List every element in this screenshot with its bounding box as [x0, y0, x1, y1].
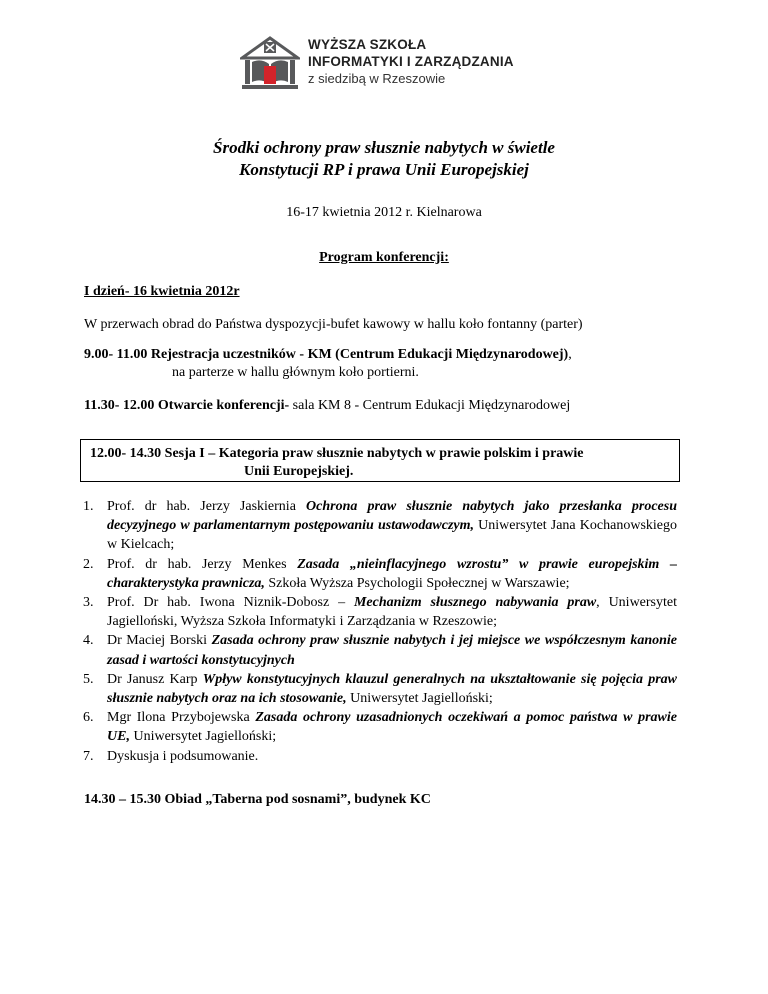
talk-speaker: Dyskusja i podsumowanie. — [107, 748, 259, 764]
talk-number: 2. — [83, 556, 94, 572]
talk-speaker: Dr Janusz Karp — [107, 671, 203, 687]
talk-speaker: Prof. Dr hab. Iwona Niznik-Dobosz – — [107, 595, 354, 611]
talk-item — [83, 555, 677, 593]
talk-title: Zasada ochrony praw słusznie nabytych i jej miejsce we współczesnym kanonie zasad i wartości konstytucyjnych — [107, 633, 678, 668]
lunch-entry: 14.30 – 15.30 Obiad „Taberna pod sosnami”, budynek KC — [84, 792, 431, 807]
talk-number: 1. — [83, 499, 94, 514]
logo-name-line2: INFORMATYKI I ZARZĄDZANIA — [308, 54, 514, 69]
talk-item — [83, 593, 677, 631]
registration-location: na parterze w hallu głównym koło portierni. — [172, 365, 419, 380]
talk-number: 7. — [83, 748, 94, 764]
talk-title: Ochrona praw słusznie nabytych jako przesłanka procesu decyzyjnego w parlamentarnym postępowaniu ustawodawczym, — [107, 499, 677, 534]
talk-affiliation: , Uniwersytet Jagielloński, Wyższa Szkoła Informatyki i Zarządzania w Rzeszowie; — [107, 595, 677, 630]
logo-seat: z siedzibą w Rzeszowie — [308, 71, 446, 86]
talk-affiliation: Uniwersytet Jagielloński; — [129, 729, 277, 745]
talk-item — [83, 708, 677, 746]
talk-title: Mechanizm słusznego nabywania praw — [353, 595, 597, 611]
registration-time-title: 9.00- 11.00 Rejestracja uczestników - KM (Centrum Edukacji Międzynarodowej) — [84, 347, 569, 362]
program-heading: Program konferencji: — [319, 250, 449, 265]
talk-affiliation: Uniwersytet Jagielloński; — [346, 691, 493, 707]
talk-item — [83, 497, 677, 555]
breaks-note: W przerwach obrad do Państwa dyspozycji-bufet kawowy w hallu koło fontanny (parter) — [84, 317, 583, 332]
session1-title-line1: 12.00- 14.30 Sesja I – Kategoria praw słusznie nabytych w prawie polskim i prawie — [90, 446, 584, 461]
registration-comma: , — [568, 347, 572, 362]
talk-affiliation: Uniwersytet Jana Kochanowskiego w Kielcach; — [107, 518, 677, 553]
talk-speaker: Dr Maciej Borski — [107, 633, 212, 649]
talk-item — [83, 670, 677, 708]
conference-title — [0, 137, 768, 181]
logo-name-line1: WYŻSZA SZKOŁA — [308, 37, 427, 52]
talk-title: Zasada „nieinflacyjnego wzrostu” w prawie europejskim – charakterystyka prawnicza, — [107, 556, 677, 591]
talk-number: 5. — [83, 671, 94, 687]
opening-location: sala KM 8 - Centrum Edukacji Międzynarodowej — [289, 398, 571, 413]
title-line2: Konstytucji RP i prawa Unii Europejskiej — [239, 160, 529, 179]
school-emblem-icon — [240, 36, 300, 90]
talk-number: 3. — [83, 595, 94, 611]
talk-item — [83, 631, 678, 669]
conference-date-place: 16-17 kwietnia 2012 r. Kielnarowa — [286, 205, 482, 220]
school-logo — [240, 36, 514, 90]
session1-box — [80, 439, 680, 482]
registration-entry — [84, 346, 704, 382]
opening-time-title: 11.30- 12.00 Otwarcie konferencji- — [84, 398, 290, 413]
talk-speaker: Prof. dr hab. Jerzy Jaskiernia — [107, 499, 307, 514]
day1-heading: I dzień- 16 kwietnia 2012r — [84, 284, 240, 299]
talk-item — [83, 747, 677, 766]
session1-title-line2: Unii Europejskiej. — [244, 464, 354, 479]
talk-title: Wpływ konstytucyjnych klauzul generalnych na ukształtowanie się pojęcia praw słusznie nabytych oraz na ich stosowanie, — [107, 671, 677, 707]
opening-entry — [84, 397, 704, 415]
talk-speaker: Mgr Ilona Przybojewska — [107, 710, 256, 726]
title-line1: Środki ochrony praw słusznie nabytych w świetle — [213, 138, 555, 157]
session1-talk-list — [83, 497, 678, 766]
talk-affiliation: Szkoła Wyższa Psychologii Społecznej w Warszawie; — [264, 575, 570, 591]
talk-number: 4. — [83, 633, 94, 649]
talk-title: Zasada ochrony uzasadnionych oczekiwań a pomoc państwa w prawie UE, — [107, 710, 677, 745]
talk-number: 6. — [83, 710, 94, 726]
talk-speaker: Prof. dr hab. Jerzy Menkes — [107, 556, 298, 572]
